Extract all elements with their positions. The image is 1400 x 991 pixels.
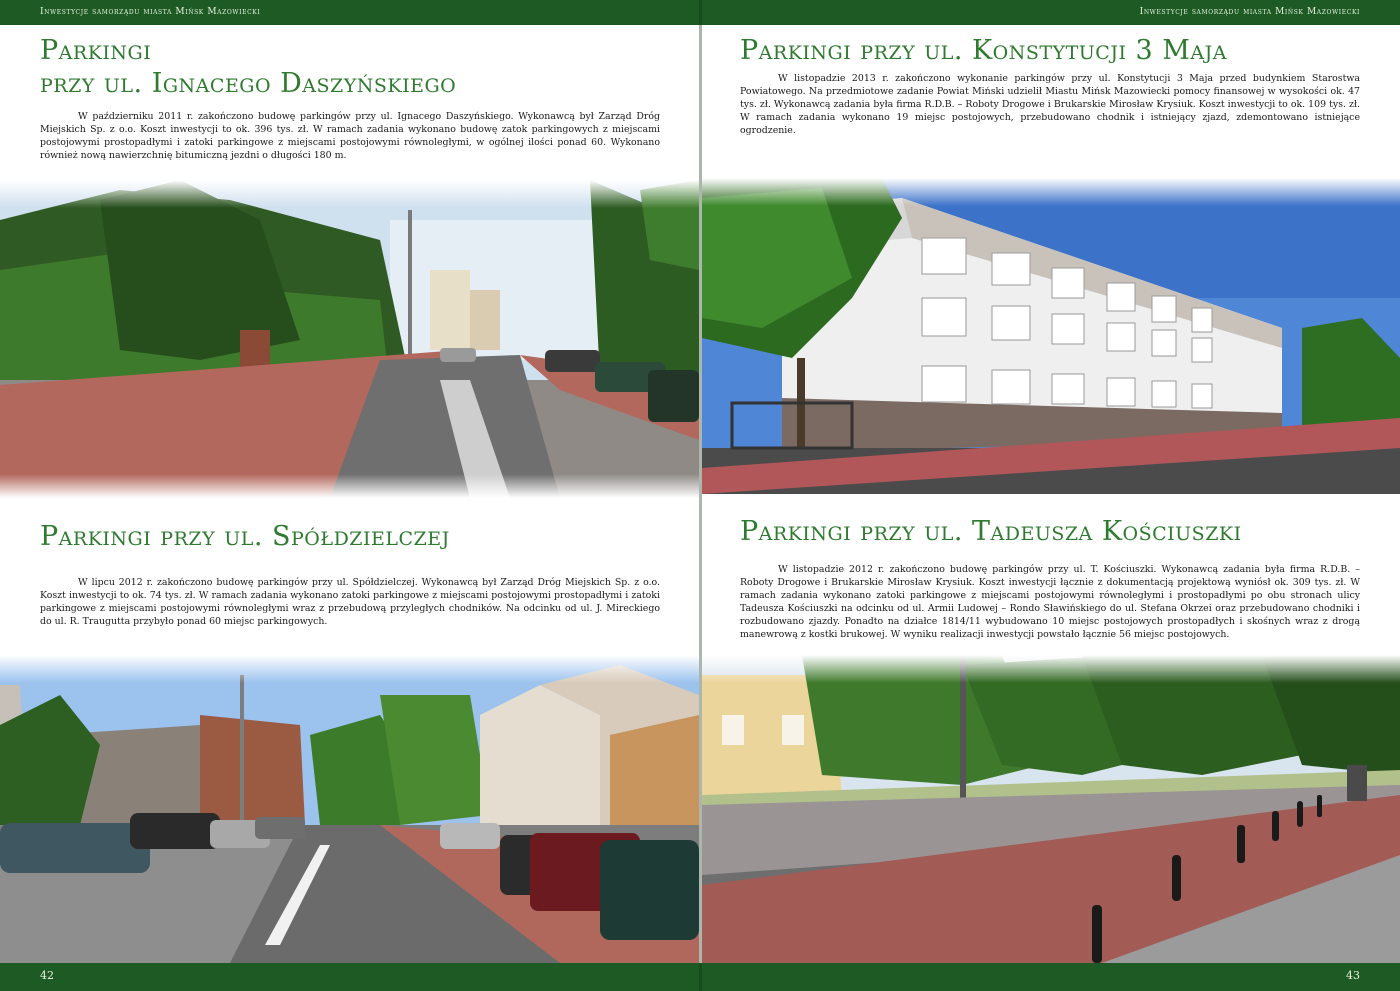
title-line: przy ul. Ignacego Daszyńskiego [40, 68, 457, 99]
title-line: Parkingi przy ul. Konstytucji 3 Maja [740, 35, 1227, 66]
photo-spoldzielczej-street [0, 655, 699, 963]
running-header-left: Inwestycje samorządu miasta Mińsk Mazowiecki [40, 7, 261, 17]
photo-spoldzielczej-graphic [0, 655, 699, 963]
section-title-daszynskiego [40, 34, 456, 100]
title-line: Parkingi przy ul. Tadeusza Kościuszki [740, 516, 1242, 547]
section-text-daszynskiego: W październiku 2011 r. zakończono budowę parkingów przy ul. Ignacego Daszyńskiego. Wykonawcą był Zarząd Dróg Miejskich Sp. z o.o. Koszt inwestycji to ok. 396 tys. zł. W ramach zadania wykonano budowę zatok parkingowych z miejscami postojowymi prostopadłymi i zatoki parkingowe z miejscami postojowymi równoległymi, w ogólnej ilości ponad 60. Wykonano również nową nawierzchnię bitumiczną jezdni o długości 180 m. [40, 111, 660, 161]
running-header-right: Inwestycje samorządu miasta Mińsk Mazowiecki [1139, 7, 1360, 17]
section-title-kosciuszki [740, 515, 1242, 548]
photo-konstytucji-graphic [702, 178, 1400, 494]
section-text-konstytucji: W listopadzie 2013 r. zakończono wykonanie parkingów przy ul. Konstytucji 3 Maja przed budynkiem Starostwa Powiatowego. Na przedmiotowe zadanie Powiat Miński udzielił Miastu Mińsk Mazowiecki pomocy finansowej w wysokości ok. 47 tys. zł. Wykonawcą zadania była firma R.D.B. – Roboty Drogowe i Brukarskie Mirosław Krysiuk. Koszt inwestycji to ok. 109 tys. zł. W ramach zadania wykonano 19 miejsc postojowych, przebudowano chodnik i istniejący zjazd, zdemontowano istniejące ogrodzenie. [740, 73, 1360, 136]
section-title-konstytucji [740, 34, 1227, 67]
page-number-right: 43 [1346, 969, 1360, 982]
photo-konstytucji-building [702, 178, 1400, 494]
section-title-spoldzielczej [40, 520, 450, 553]
section-text-spoldzielczej: W lipcu 2012 r. zakończono budowę parkingów przy ul. Spółdzielczej. Wykonawcą był Zarząd Dróg Miejskich Sp. z o.o. Koszt inwestycji to ok. 74 tys. zł. W ramach zadania wykonano zatoki parkingowe z miejscami postojowymi prostopadłymi i zatoki parkingowe z miejscami postojowymi równoległymi wraz z przebudową przyległych chodników. Na odcinku od ul. J. Mireckiego do ul. R. Traugutta przybyło ponad 60 miejsc parkingowych. [40, 577, 660, 627]
page-number-left: 42 [40, 969, 54, 982]
photo-kosciuszki-graphic [702, 655, 1400, 963]
photo-kosciuszki-street [702, 655, 1400, 963]
title-line: Parkingi [40, 35, 152, 66]
photo-daszynskiego-street [0, 180, 699, 498]
photo-daszynskiego-graphic [0, 180, 699, 498]
title-line: Parkingi przy ul. Spółdzielczej [40, 521, 450, 552]
section-text-kosciuszki: W listopadzie 2012 r. zakończono budowę parkingów przy ul. T. Kościuszki. Wykonawcą zadania była firma R.D.B. – Roboty Drogowe i Brukarskie Mirosław Krysiuk. Koszt inwestycji łącznie z dokumentacją projektową wyniósł ok. 309 tys. zł. W ramach zadania wykonano zatoki parkingowe z miejscami postojowymi równoległymi i prostopadłymi po obu stronach ulicy Tadeusza Kościuszki na odcinku od ul. Armii Ludowej – Rondo Sławińskiego do ul. Stefana Okrzei oraz przebudowano chodniki i rozbudowano zjazdy. Ponadto na działce 1814/11 wybudowano 10 miejsc postojowych prostopadłych i skośnych wraz z drogą manewrową z kostki brukowej. W wyniku realizacji inwestycji powstało łącznie 56 miejsc postojowych. [740, 564, 1360, 640]
